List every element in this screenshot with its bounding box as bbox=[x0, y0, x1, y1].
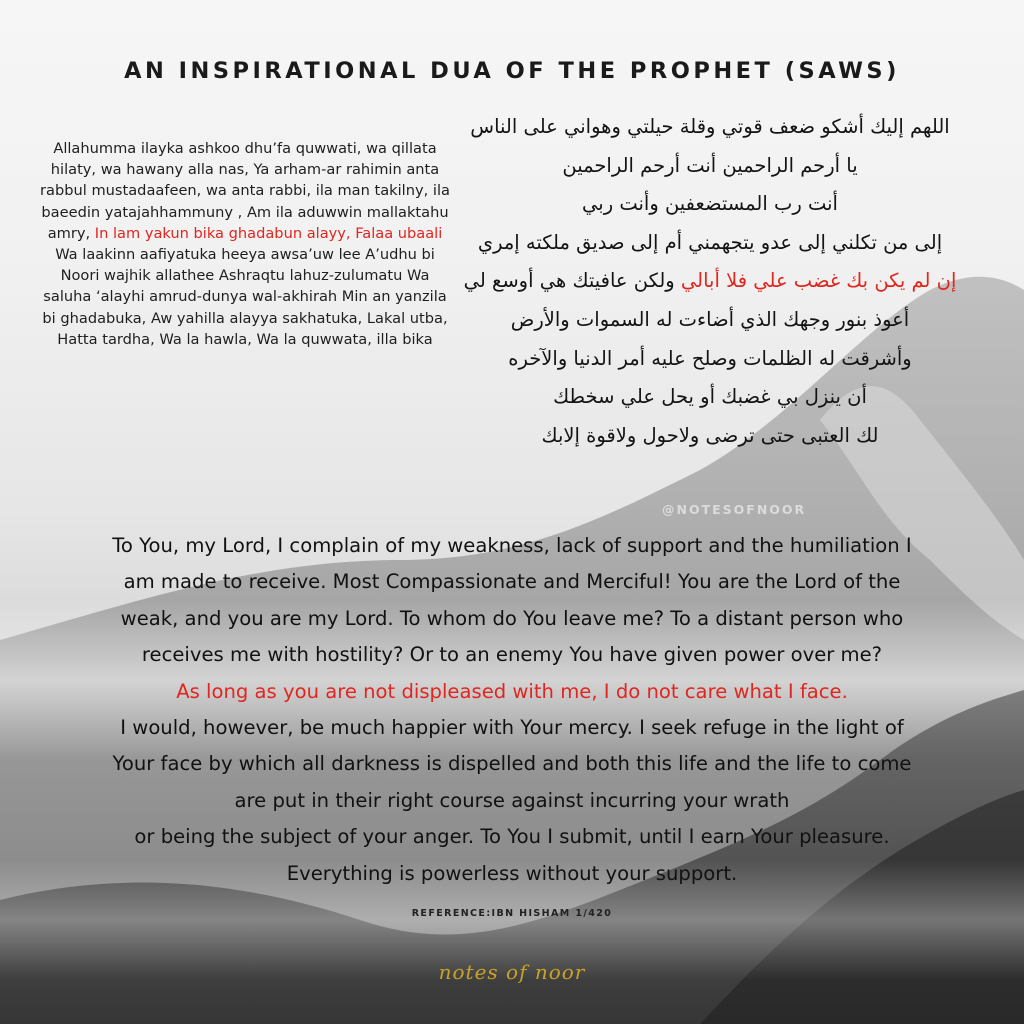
english-line-3: weak, and you are my Lord. To whom do You leave me? To a distant person who bbox=[120, 606, 904, 630]
arabic-line-7: وأشرقت له الظلمات وصلح عليه أمر الدنيا والآخره bbox=[508, 346, 912, 370]
arabic-line-5-rest: ولكن عافيتك هي أوسع لي bbox=[463, 269, 681, 293]
transliteration-highlight: In lam yakun bika ghadabun alayy, Falaa ubaali bbox=[94, 224, 443, 242]
english-line-4: receives me with hostility? Or to an enemy You have given power over me? bbox=[141, 643, 883, 667]
english-line-10: Everything is powerless without your support. bbox=[286, 861, 738, 885]
transliteration-part-1: Allahumma ilayka ashkoo dhu’fa quwwati, wa qillata hilaty, wa hawany alla nas, Ya arham-ar rahimin anta rabbul mustadaafeen, wa anta rabbi, ila man takilny, ila baeedin yatajahhammuny , Am ila aduwwin mallaktahu amry, bbox=[40, 140, 450, 242]
arabic-line-4: إلى من تكلني إلى عدو يتجهمني أم إلى صديق ملكته إمري bbox=[477, 230, 943, 254]
arabic-line-3: أنت رب المستضعفين وأنت ربي bbox=[582, 192, 838, 216]
english-line-5-highlight: As long as you are not displeased with me, I do not care what I face. bbox=[176, 679, 848, 703]
arabic-line-2: يا أرحم الراحمين أنت أرحم الراحمين bbox=[562, 153, 858, 177]
arabic-line-1: اللهم إليك أشكو ضعف قوتي وقلة حيلتي وهواني على الناس bbox=[470, 115, 950, 138]
arabic-dua bbox=[440, 108, 980, 455]
transliteration-text bbox=[40, 138, 450, 350]
english-translation bbox=[40, 528, 984, 892]
english-line-9: or being the subject of your anger. To You I submit, until I earn Your pleasure. bbox=[134, 825, 890, 849]
english-line-8: are put in their right course against incurring your wrath bbox=[234, 788, 790, 812]
reference-citation: REFERENCE:IBN HISHAM 1/420 bbox=[411, 908, 613, 919]
arabic-line-9: لك العتبى حتى ترضى ولاحول ولاقوة إلابك bbox=[541, 423, 879, 447]
arabic-line-6: أعوذ بنور وجهك الذي أضاءت له السموات والأرض bbox=[510, 307, 910, 331]
brand-logo: notes of noor bbox=[438, 960, 586, 984]
arabic-line-5-highlight: إن لم يكن بك غضب علي فلا أبالي bbox=[680, 269, 957, 293]
english-line-2: am made to receive. Most Compassionate and Merciful! You are the Lord of the bbox=[123, 570, 901, 594]
english-line-6: I would, however, be much happier with Your mercy. I seek refuge in the light of bbox=[120, 715, 904, 739]
arabic-line-8: أن ينزل بي غضبك أو يحل علي سخطك bbox=[553, 385, 867, 409]
english-line-1: To You, my Lord, I complain of my weakness, lack of support and the humiliation I bbox=[112, 534, 912, 557]
page-title: AN INSPIRATIONAL DUA OF THE PROPHET (SAWS) bbox=[124, 58, 900, 84]
arabic-line-5 bbox=[440, 262, 980, 301]
english-line-7: Your face by which all darkness is dispelled and both this life and the life to come bbox=[112, 752, 912, 776]
transliteration-part-2: Wa laakinn aafiyatuka heeya awsa’uw lee A’udhu bi Noori wajhik allathee Ashraqtu lahuz-zulumatu Wa saluha ‘alayhi amrud-dunya wal-akhirah Min an yanzila bi ghadabuka, Aw yahilla alayya sakhatuka, Lakal utba, Hatta tardha, Wa la hawla, Wa la quwwata, illa bika bbox=[42, 246, 448, 348]
watermark: @NOTESOFNOOR bbox=[662, 502, 807, 517]
